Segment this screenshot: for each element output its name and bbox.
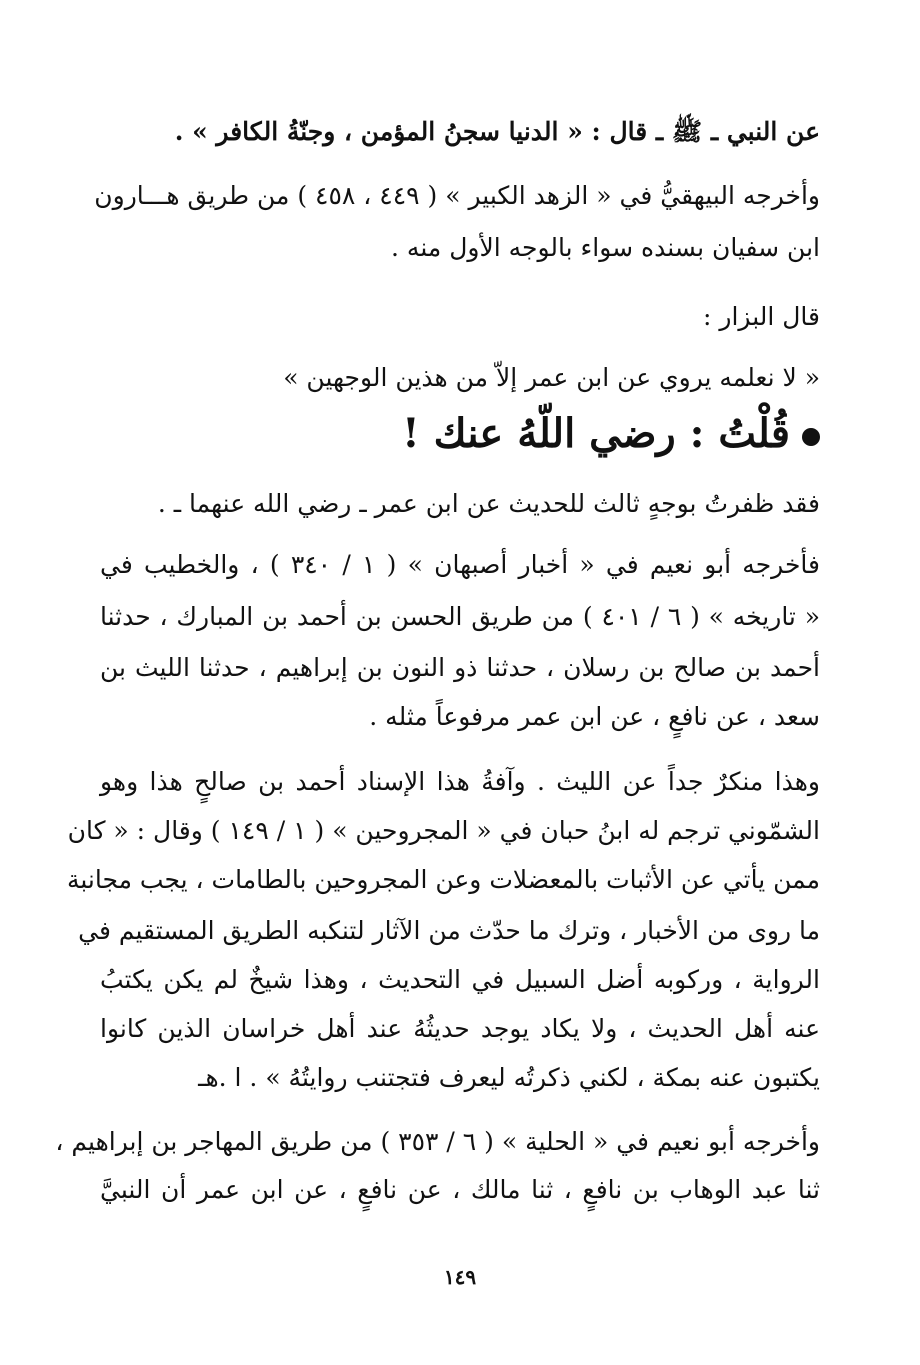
text-line-18: وأخرجه أبو نعيم في « الحلية » ( ٦ / ٣٥٣ ) من طريق المهاجر بن إبراهيم ،	[55, 1127, 820, 1156]
section-heading-text: قُلْتُ : رضي اللّهُ عنك !	[402, 410, 790, 457]
text-line-7: فأخرجه أبو نعيم في « أخبار أصبهان » ( ١ / ٣٤٠ ) ، والخطيب في	[100, 550, 820, 579]
section-heading	[100, 403, 820, 465]
text-line-14: ما روى من الأخبار ، وترك ما حدّث من الآثار لتنكبه الطريق المستقيم في	[78, 916, 820, 945]
text-line-12: الشمّوني ترجم له ابنُ حبان في « المجروحين » ( ١ / ١٤٩ ) وقال : « كان	[67, 816, 820, 845]
text-line-15: الرواية ، وركوبه أضل السبيل في التحديث ، وهذا شيخٌ لم يكن يكتبُ	[100, 965, 820, 994]
text-line-10: سعد ، عن نافعٍ ، عن ابن عمر مرفوعاً مثله .	[369, 702, 820, 731]
text-line-1: عن النبي ـ ﷺ ـ قال : « الدنيا سجنُ المؤمن ، وجنّةُ الكافر » .	[174, 117, 820, 146]
text-line-2: وأخرجه البيهقيُّ في « الزهد الكبير » ( ٤٤٩ ، ٤٥٨ ) من طريق هـــارون	[94, 181, 820, 210]
text-line-11: وهذا منكرٌ جداً عن الليث . وآفةُ هذا الإسناد أحمد بن صالحٍ هذا وهو	[100, 767, 820, 796]
text-line-6: فقد ظفرتُ بوجهٍ ثالث للحديث عن ابن عمر ـ رضي الله عنهما ـ .	[157, 489, 820, 518]
text-line-17: يكتبون عنه بمكة ، لكني ذكرتُه ليعرف فتجتنب روايتُهُ » . ا .هـ	[198, 1063, 820, 1092]
text-line-5: « لا نعلمه يروي عن ابن عمر إلاّ من هذين الوجهين »	[283, 363, 820, 392]
text-line-3: ابن سفيان بسنده سواء بالوجه الأول منه .	[391, 233, 820, 262]
page-number: ١٤٩	[443, 1265, 477, 1289]
text-line-19: ثنا عبد الوهاب بن نافعٍ ، ثنا مالك ، عن نافعٍ ، عن ابن عمر أن النبيَّ	[100, 1175, 820, 1204]
text-line-9: أحمد بن صالح بن رسلان ، حدثنا ذو النون بن إبراهيم ، حدثنا الليث بن	[100, 653, 820, 682]
text-line-13: ممن يأتي عن الأثبات بالمعضلات وعن المجروحين بالطامات ، يجب مجانبة	[66, 865, 820, 894]
bullet-icon	[802, 428, 820, 446]
text-line-16: عنه أهل الحديث ، ولا يكاد يوجد حديثُهُ عند أهل خراسان الذين كانوا	[100, 1014, 820, 1043]
text-line-4: قال البزار :	[703, 302, 820, 331]
text-line-8: « تاريخه » ( ٦ / ٤٠١ ) من طريق الحسن بن أحمد بن المبارك ، حدثنا	[100, 602, 821, 631]
